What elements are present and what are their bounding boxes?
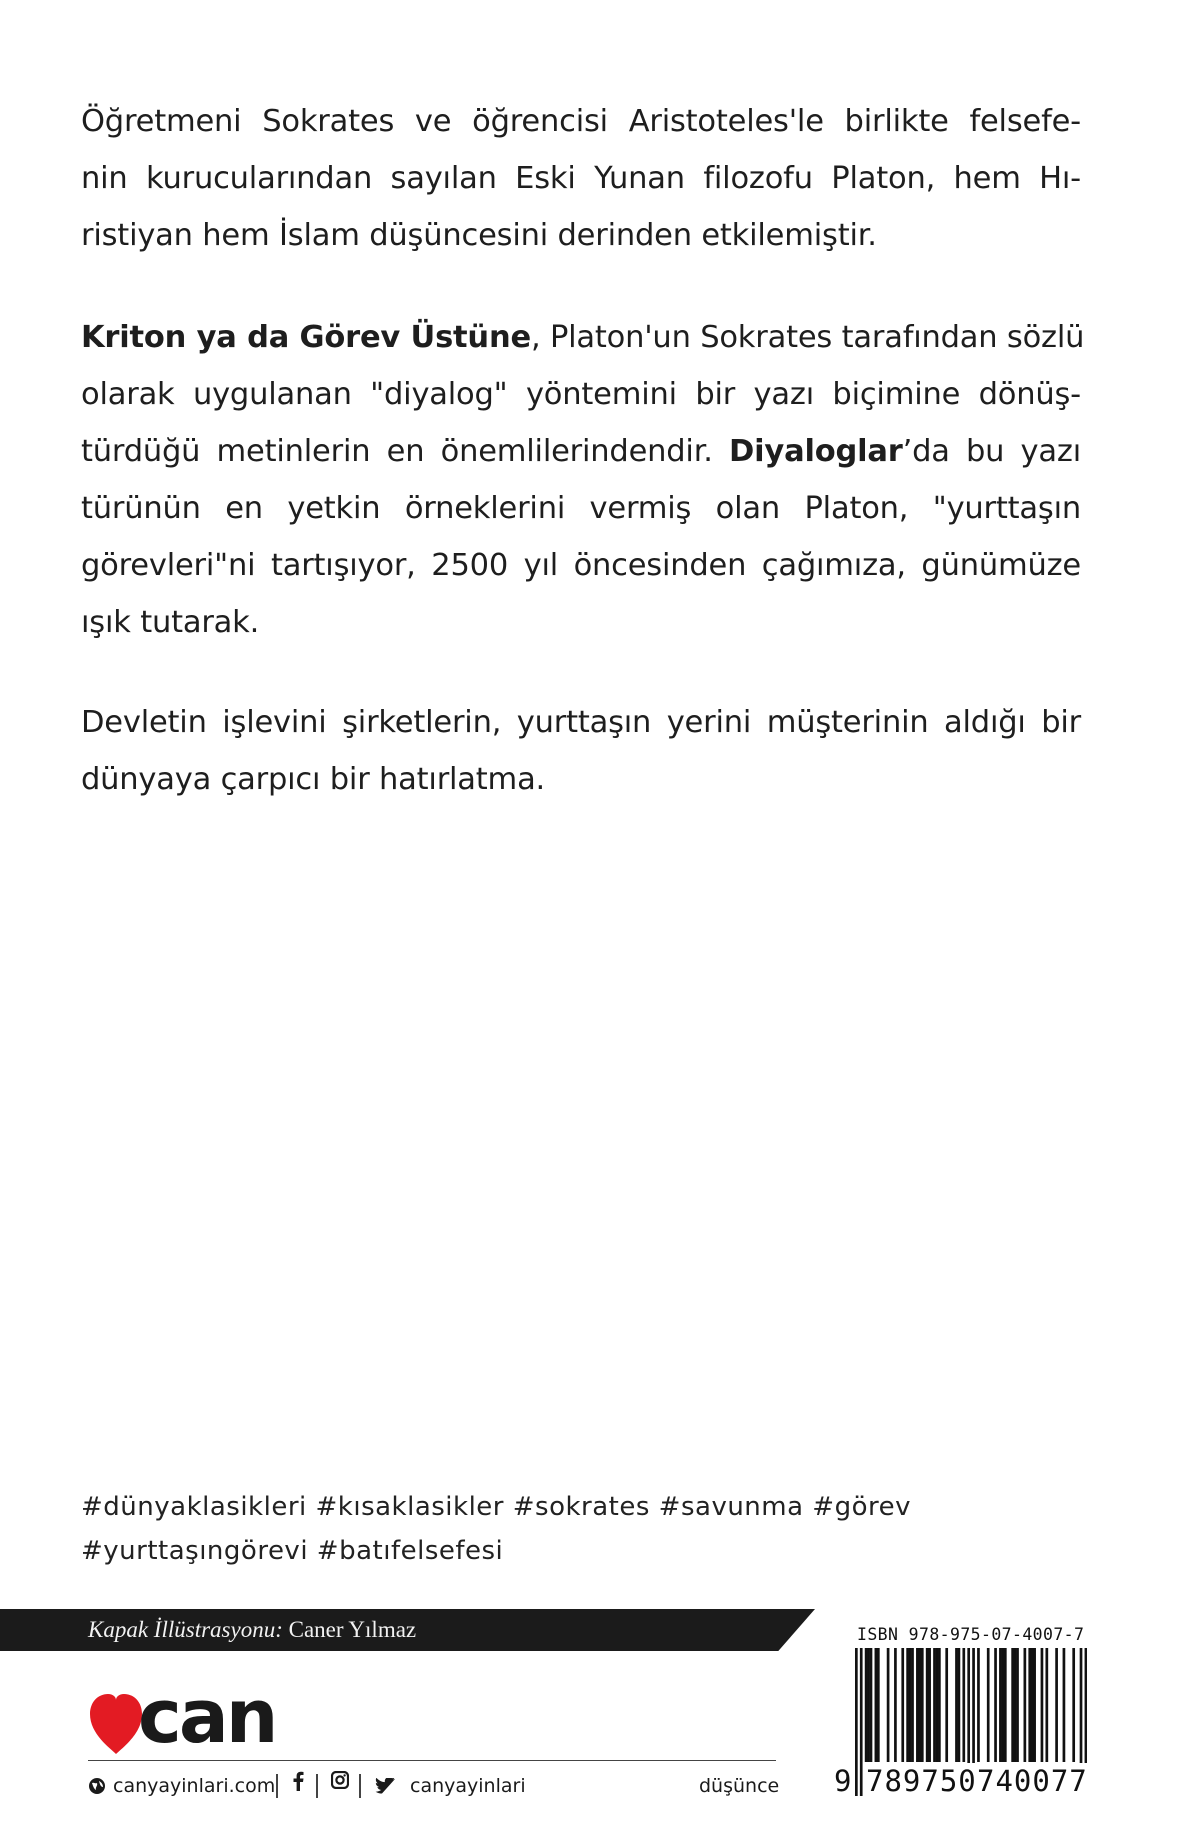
barcode-bar xyxy=(875,1648,878,1762)
barcode-bar xyxy=(1055,1648,1058,1762)
blurb-line: Devletin işlevini şirketlerin, yurttaşın yerini müşterinin aldığı bir xyxy=(81,705,1081,740)
barcode-bar xyxy=(994,1648,997,1762)
barcode-bar xyxy=(867,1648,870,1762)
barcode-bar xyxy=(894,1648,897,1762)
barcode-bar xyxy=(877,1648,880,1762)
website-text: canyayinlari.com xyxy=(113,1775,276,1797)
barcode-bar xyxy=(909,1648,912,1762)
barcode-bar xyxy=(1041,1648,1044,1762)
barcode-bar xyxy=(945,1648,948,1762)
blurb-line: görevleri"ni tartışıyor, 2500 yıl öncesinden çağımıza, günümüze xyxy=(81,548,1081,583)
facebook-link[interactable] xyxy=(292,1771,304,1791)
cover-illustration-credit xyxy=(88,1612,416,1648)
barcode-bar xyxy=(1031,1648,1034,1762)
blurb-paragraph-3 xyxy=(81,694,1081,808)
instagram-icon xyxy=(331,1771,349,1789)
barcode-bar xyxy=(933,1648,936,1762)
barcode-bar xyxy=(928,1648,931,1762)
barcode-bar xyxy=(855,1648,858,1796)
footer-separator xyxy=(316,1774,318,1798)
blurb-line: olarak uygulanan "diyalog" yöntemini bir yazı biçimine dönüş- xyxy=(81,377,1081,412)
barcode-bar xyxy=(958,1648,961,1762)
barcode-bar xyxy=(999,1648,1002,1762)
barcode-bar xyxy=(918,1648,921,1762)
barcode-bar xyxy=(926,1648,929,1762)
barcode-bar xyxy=(860,1648,863,1796)
twitter-link[interactable] xyxy=(375,1771,526,1801)
barcode-bar xyxy=(977,1648,980,1762)
hashtags-line: #dünyaklasikleri #kısaklasikler #sokrates #savunma #görev xyxy=(81,1492,912,1522)
barcode-bar xyxy=(1063,1648,1066,1762)
blurb-line: ristiyan hem İslam düşüncesini derinden etkilemiştir. xyxy=(81,218,877,253)
barcode-bar xyxy=(916,1648,919,1762)
category-text: düşünce xyxy=(699,1775,780,1797)
twitter-icon xyxy=(375,1778,395,1794)
blurb-text: ’da bu yazı xyxy=(902,434,1081,469)
barcode-bar xyxy=(1033,1648,1036,1762)
hashtags-line: #yurttaşıngörevi #batıfelsefesi xyxy=(81,1536,504,1566)
blurb-line: türünün en yetkin örneklerini vermiş olan Platon, "yurttaşın xyxy=(81,491,1081,526)
blurb-paragraph-2 xyxy=(81,309,1085,651)
barcode-bar xyxy=(1002,1648,1005,1762)
footer-separator xyxy=(276,1774,278,1798)
work-title: Diyaloglar xyxy=(729,434,903,469)
barcode-bar xyxy=(887,1648,890,1762)
blurb-line: ışık tutarak. xyxy=(81,605,260,640)
book-title: Kriton ya da Görev Üstüne xyxy=(81,320,531,355)
blurb-text: , Platon'un Sokrates tarafından sözlü xyxy=(530,320,1085,355)
barcode-bar xyxy=(921,1648,924,1762)
barcode-bar xyxy=(911,1648,914,1762)
hashtags xyxy=(81,1485,981,1573)
barcode-bar xyxy=(865,1648,868,1762)
blurb-paragraph-1 xyxy=(81,93,1081,264)
blurb-line: dünyaya çarpıcı bir hatırlatma. xyxy=(81,762,546,797)
barcode-bar xyxy=(906,1648,909,1762)
barcode-bar xyxy=(962,1648,965,1762)
isbn-label: ISBN 978-975-07-4007-7 xyxy=(857,1625,1085,1644)
ean-first-digit: 9 xyxy=(834,1764,852,1798)
barcode-bar xyxy=(1024,1648,1027,1762)
barcode-bar xyxy=(955,1648,958,1762)
category-label xyxy=(699,1771,779,1801)
logo-wordmark: can xyxy=(138,1674,276,1760)
barcode-bar xyxy=(1011,1648,1014,1762)
barcode-bar xyxy=(1028,1648,1031,1762)
blurb-line: nin kurucularından sayılan Eski Yunan filozofu Platon, hem Hı- xyxy=(81,161,1081,196)
blurb-text: türdüğü metinlerin en önemlilerindendir. xyxy=(81,434,730,469)
barcode-bar xyxy=(1014,1648,1017,1762)
credit-label: Kapak İllüstrasyonu: xyxy=(88,1617,283,1642)
ean-group-1: 789750 xyxy=(866,1764,977,1798)
barcode-bar xyxy=(1004,1648,1007,1762)
blurb-line: Öğretmeni Sokrates ve öğrencisi Aristoteles'le birlikte felsefe- xyxy=(81,104,1081,139)
barcode-bar xyxy=(938,1648,941,1762)
barcode-bar xyxy=(987,1648,990,1762)
website-link[interactable] xyxy=(88,1771,275,1801)
footer-divider xyxy=(88,1760,776,1761)
barcode-bar xyxy=(1045,1648,1048,1762)
ean-group-2: 740077 xyxy=(977,1764,1088,1798)
barcode-bar xyxy=(1016,1648,1019,1762)
blurb-line xyxy=(81,309,1085,366)
globe-icon xyxy=(88,1777,106,1795)
footer-separator xyxy=(359,1774,361,1798)
instagram-link[interactable] xyxy=(331,1771,349,1789)
publisher-footer xyxy=(88,1771,778,1801)
blurb-line xyxy=(81,423,1081,480)
barcode-bar xyxy=(936,1648,939,1762)
barcode-bar xyxy=(1072,1648,1075,1762)
social-handle: canyayinlari xyxy=(410,1775,526,1797)
barcode-bar xyxy=(870,1648,873,1762)
facebook-icon xyxy=(292,1771,304,1791)
credit-name: Caner Yılmaz xyxy=(282,1617,417,1642)
barcode-bar xyxy=(901,1648,904,1762)
publisher-logo xyxy=(88,1674,288,1760)
